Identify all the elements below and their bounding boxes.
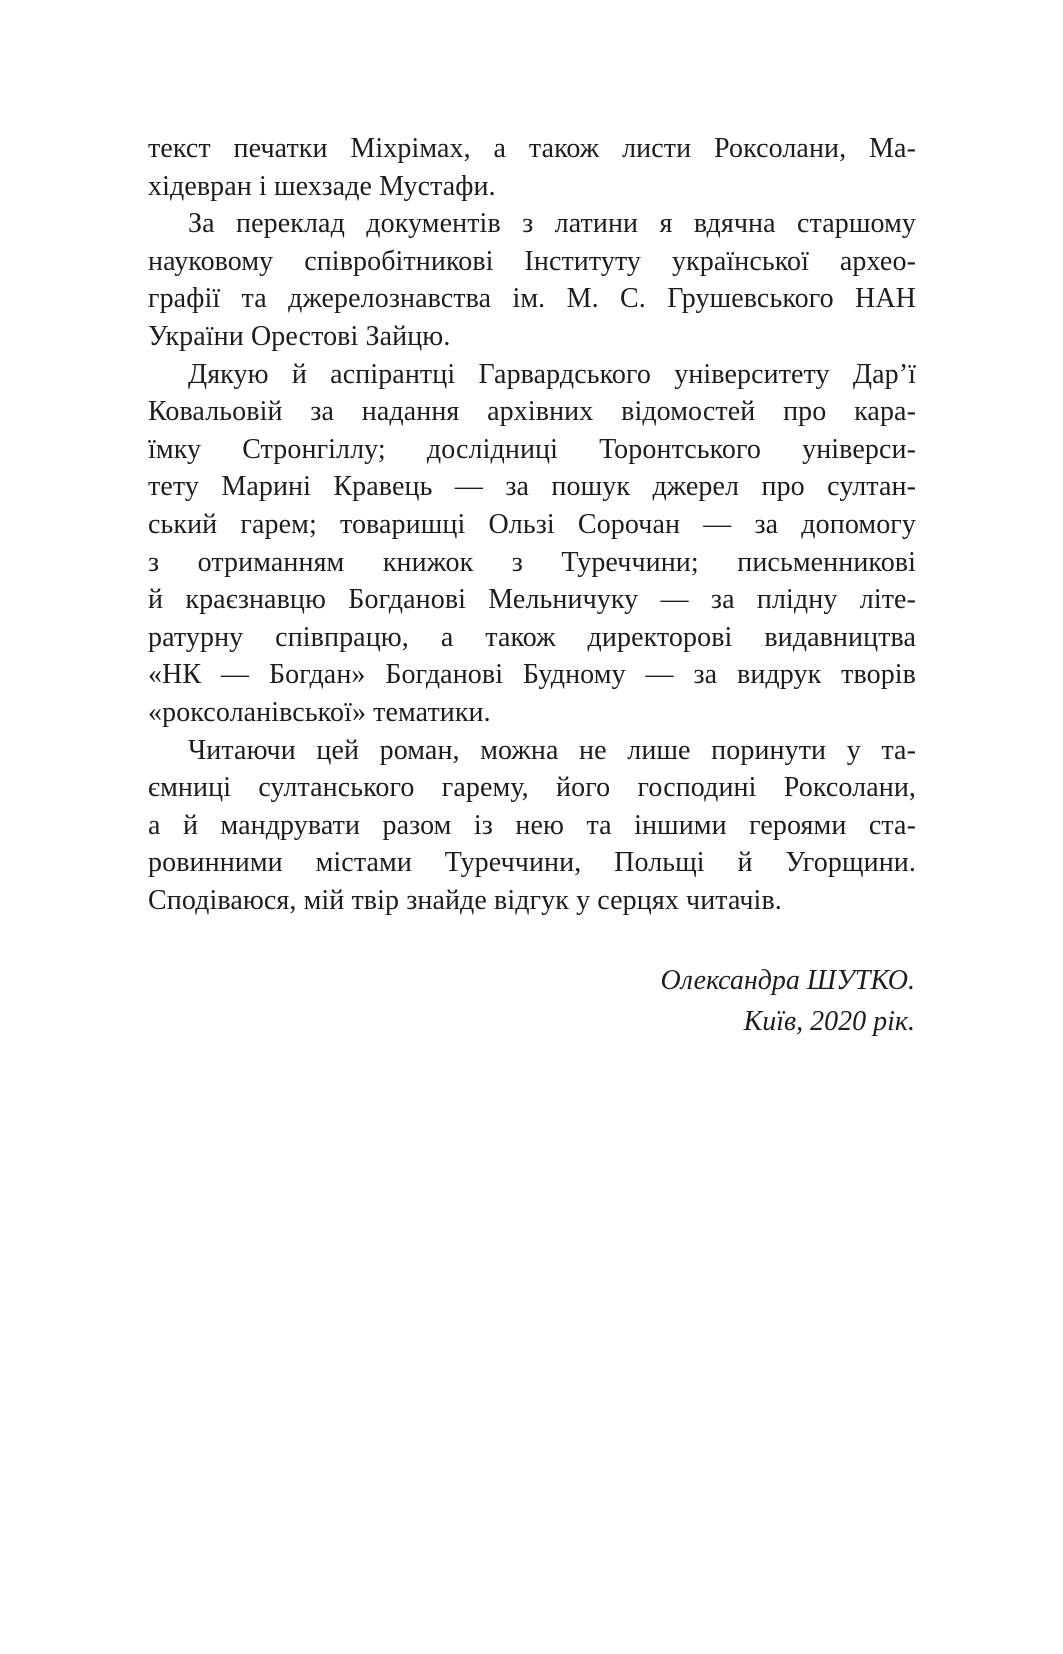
text-line: науковому співробітникові Інституту української архео- — [148, 245, 916, 277]
text-line: Дякую й аспірантці Гарвардського університету Дар’ї — [188, 358, 916, 390]
text-line: а й мандрувати разом із нею та іншими героями ста- — [148, 809, 916, 841]
text-line: хідевран і шехзаде Мустафи. — [148, 170, 496, 202]
signature-author: Олександра ШУТКО. — [660, 965, 915, 996]
text-line: Читаючи цей роман, можна не лише поринути у та- — [188, 734, 916, 766]
text-line: тету Марині Кравець — за пошук джерел про султан- — [148, 471, 916, 503]
text-line: «роксоланівської» тематики. — [148, 696, 491, 728]
signature-block — [661, 960, 915, 1042]
text-line: «НК — Богдан» Богданові Будному — за видрук творів — [148, 659, 916, 691]
text-line: За переклад документів з латини я вдячна старшому — [188, 208, 916, 240]
signature-place-date: Київ, 2020 рік. — [743, 1006, 915, 1037]
text-line: ровинними містами Туреччини, Польщі й Угорщини. — [148, 847, 916, 879]
text-line: графії та джерелознавства ім. М. С. Грушевського НАН — [148, 283, 916, 315]
body-text — [148, 130, 916, 919]
text-line: й краєзнавцю Богданові Мельничуку — за плідну літе- — [148, 584, 916, 616]
text-line: Сподіваюся, мій твір знайде відгук у серцях читачів. — [148, 884, 782, 916]
text-line: їмку Стронгіллу; дослідниці Торонтського універси- — [148, 433, 916, 465]
text-line: ський гарем; товаришці Ользі Сорочан — за допомогу — [148, 508, 916, 540]
text-line: ємниці султанського гарему, його господині Роксолани, — [148, 772, 916, 804]
text-line: Ковальовій за надання архівних відомостей про кара- — [148, 396, 916, 428]
text-line: текст печатки Міхрімах, а також листи Роксолани, Ма- — [148, 133, 916, 164]
text-line: України Орестові Зайцю. — [148, 320, 451, 352]
text-line: з отриманням книжок з Туреччини; письменникові — [148, 546, 916, 578]
text-line: ратурну співпрацю, а також директорові видавництва — [148, 621, 916, 653]
